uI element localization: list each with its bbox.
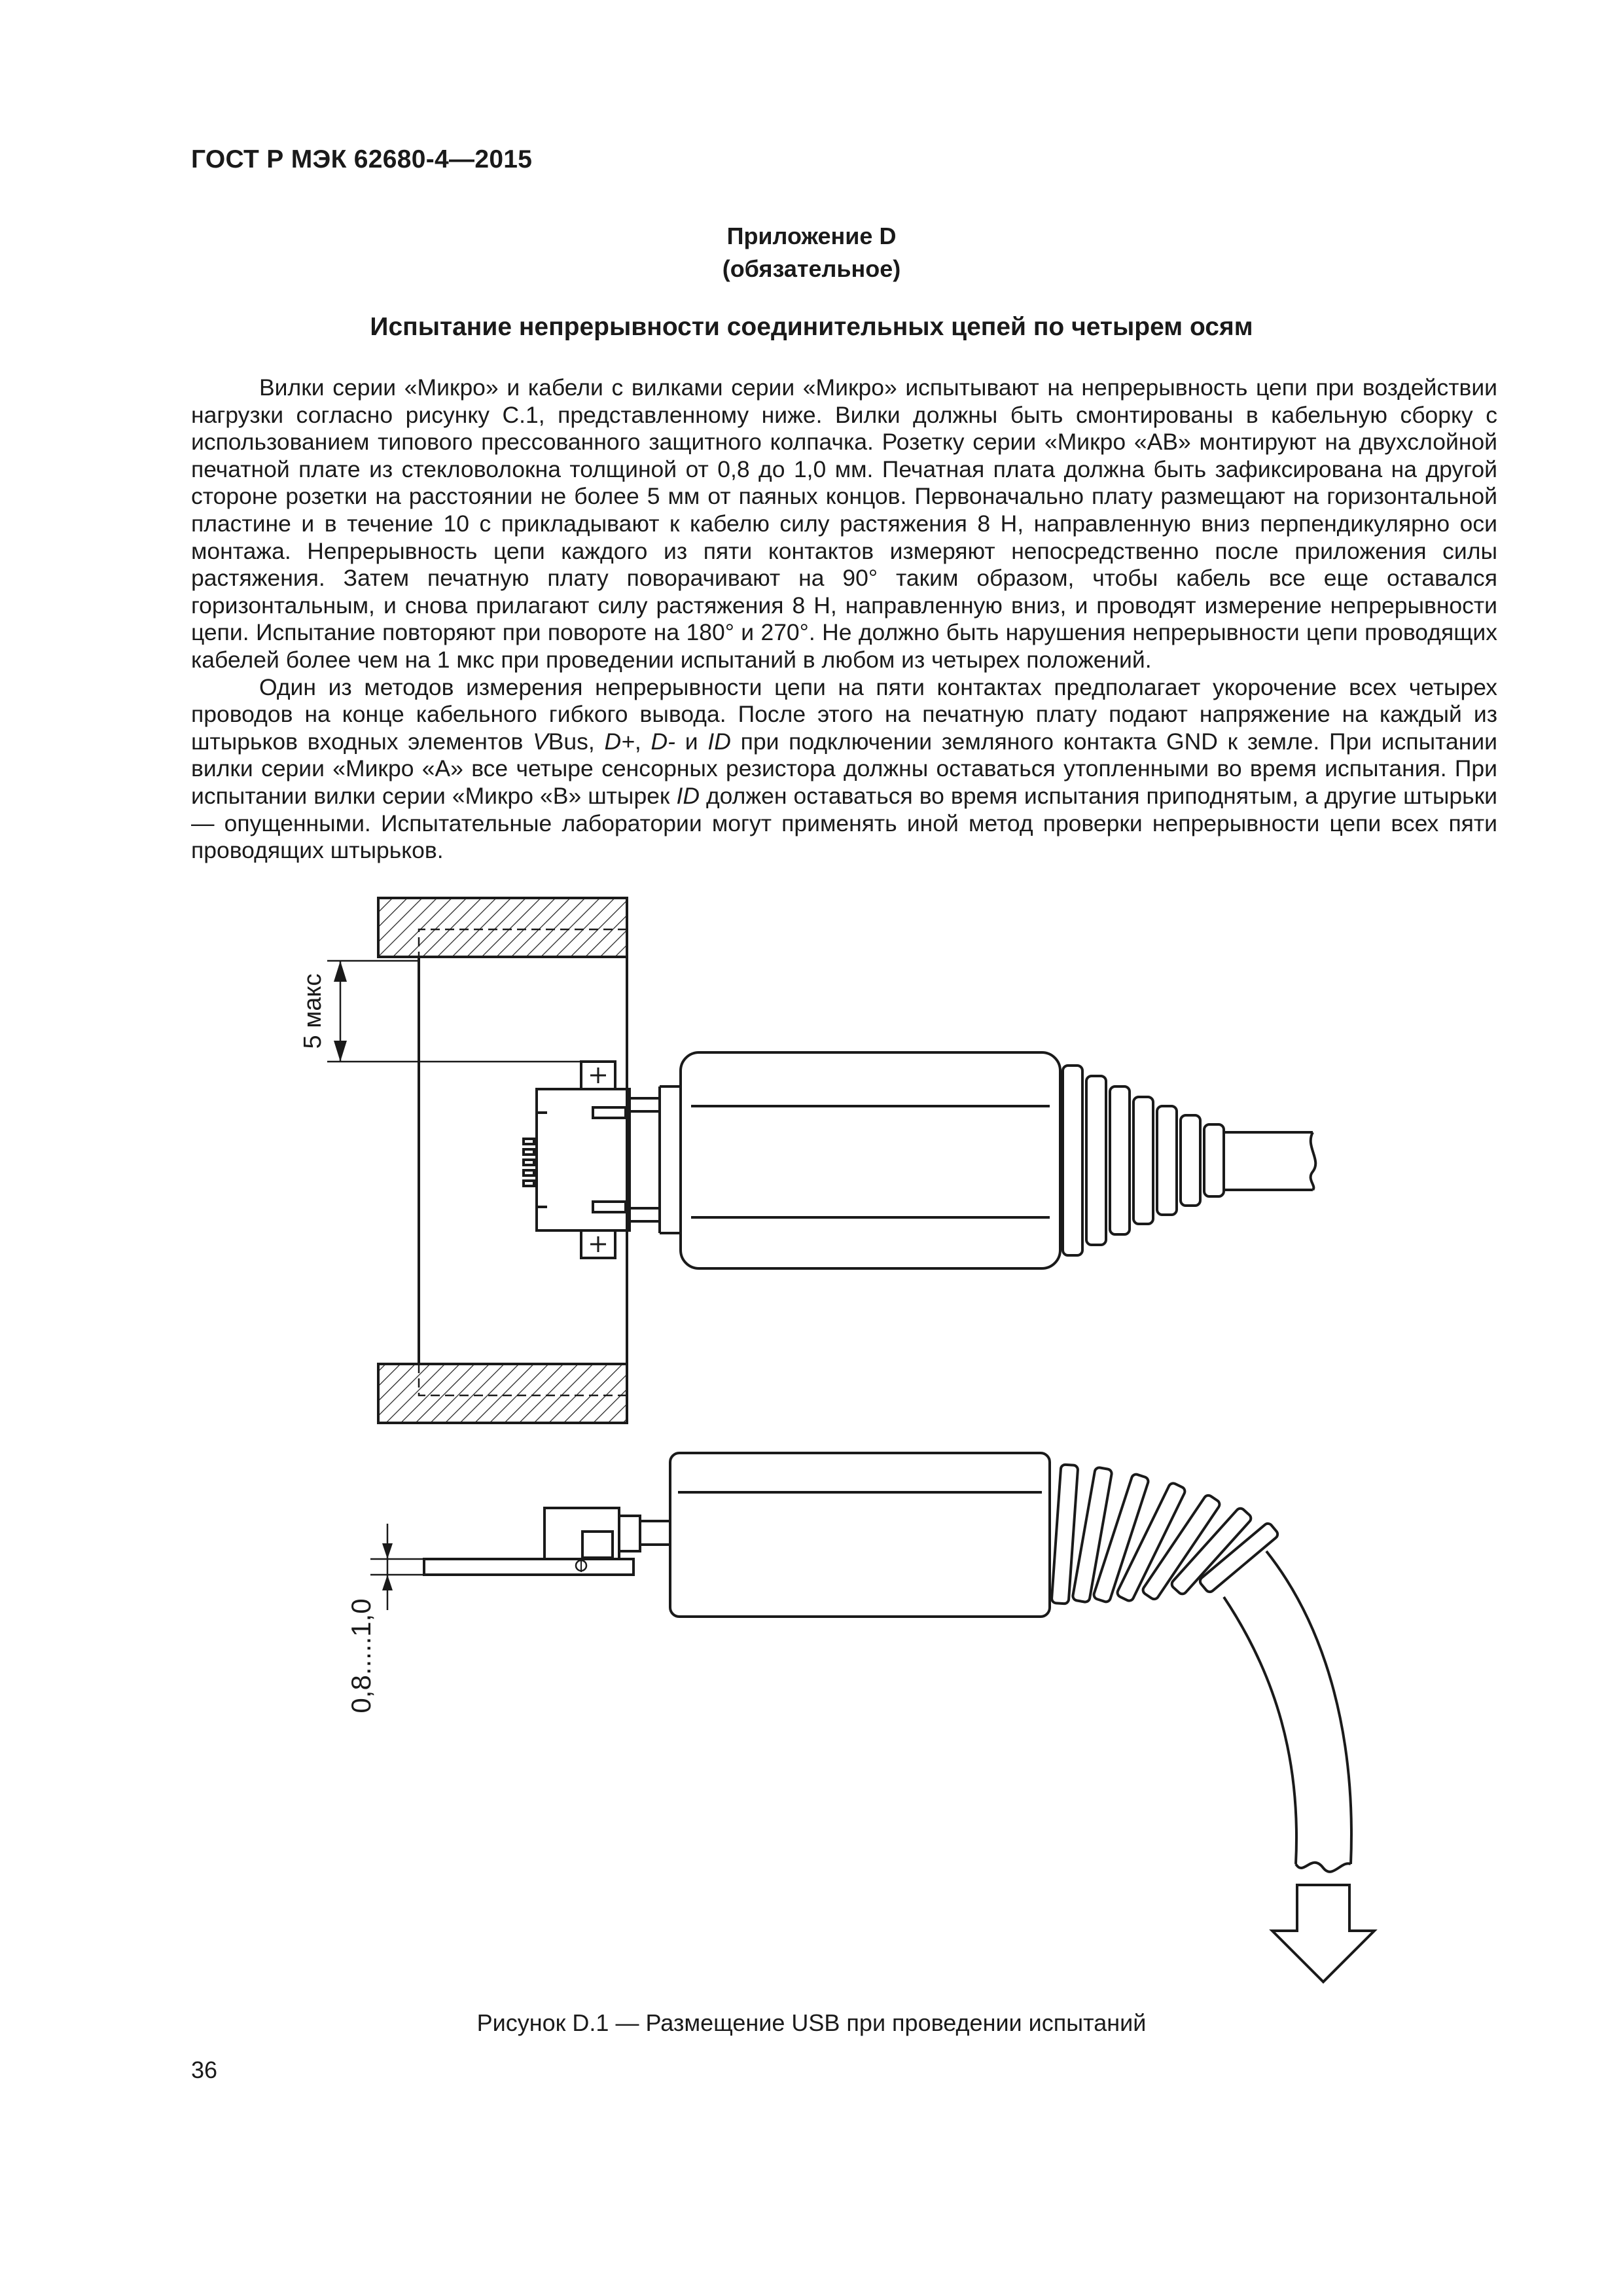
figure-caption: Рисунок D.1 — Размещение USB при проведении испытаний — [476, 2009, 1147, 2036]
paragraph-1: Вилки серии «Микро» и кабели с вилками серии «Микро» испытывают на непрерывность цепи при воздействии нагрузки согласно рисунку С.1, представленному ниже. Вилки должны быть смонтированы в кабельную сборку с использованием типового прессованного защитного колпачка. Розетку серии «Микро «АВ» монтируют на двухслойной печатной плате из стекловолокна толщиной от 0,8 до 1,0 мм. Печатная плата должна быть зафиксирована на другой стороне розетки на расстоянии не более 5 мм от паяных концов. Первоначально плату размещают на горизонтальной пластине и в течение 10 с прикладывают к кабелю силу растяжения 8 Н, направленную вниз перпендикулярно оси монтажа. Непрерывность цепи каждого из пяти контактов измеряют непосредственно после приложения силы растяжения. Затем печатную плату поворачивают на 90° таким образом, чтобы кабель все еще оставался горизонтальным, и снова прилагают силу растяжения 8 Н, направленную вниз, и проводят измерение непрерывности цепи. Испытание повторяют при повороте на 180° и 270°. Не должно быть нарушения непрерывности цепи проводящих кабелей более чем на 1 мкс при проведении испытаний в любом из четырех положений. — [191, 374, 1497, 673]
d-plus: D+ — [604, 728, 635, 755]
cable — [1224, 1132, 1315, 1190]
dimension-label-thickness: 0,8.....1,0 — [346, 1598, 376, 1713]
strain-relief — [1063, 1066, 1224, 1255]
micro-ab-receptacle — [524, 1062, 660, 1258]
id-pin-1: ID — [707, 728, 731, 755]
fixture-bottom — [378, 1364, 627, 1423]
d-minus: D- — [651, 728, 676, 755]
dimension-pcb-thickness — [370, 1524, 424, 1610]
plug-overmold-side — [670, 1453, 1050, 1617]
vbus-v: V — [533, 728, 548, 755]
annex-title: Приложение D — [726, 223, 897, 249]
document-header: ГОСТ Р МЭК 62680-4—2015 — [191, 145, 533, 173]
dimension-label-5-max: 5 макс — [299, 973, 327, 1049]
paragraph-2-part3: должен оставаться во время испытания приподнятым, а другие штырьки — опущенными. Испытательные лаборатории могут применять иной метод проверки непрерывности цепи всех пяти проводящих штырьков. — [191, 782, 1497, 864]
dimension-5-max — [327, 961, 582, 1062]
force-arrow — [1272, 1885, 1374, 1982]
separator-1: , — [634, 728, 651, 755]
plug-overmold — [660, 1052, 1060, 1268]
fixture-top — [378, 898, 627, 957]
paragraph-2-part2: при подключении земляного контакта GND к земле. При испытании вилки серии «Микро «А» все четыре сенсорных резистора должны оставаться утопленными во время испытания. При испытании вилки серии «Микро «В» штырек — [191, 728, 1497, 809]
pcb-side-view — [424, 1508, 670, 1575]
section-title: Испытание непрерывности соединительных цепей по четырем осям — [370, 313, 1253, 341]
body-text — [191, 374, 1497, 865]
annex-status: (обязательное) — [722, 255, 901, 282]
paragraph-2 — [191, 674, 1497, 865]
paragraph-2-part1: Один из методов измерения непрерывности цепи на пяти контактах предполагает укорочение всех четырех проводов на конце кабельного гибкого вывода. После этого на печатную плату подают напряжение на каждый из штырьков входных элементов — [191, 673, 1497, 755]
id-pin-2: ID — [676, 782, 700, 809]
page-number: 36 — [191, 2056, 218, 2083]
vbus-rest: Bus, — [548, 728, 605, 755]
separator-2: и — [675, 728, 708, 755]
bent-cable — [1224, 1551, 1351, 1872]
usb-test-figure — [0, 890, 1623, 2003]
strain-relief-bent — [1052, 1464, 1279, 1604]
